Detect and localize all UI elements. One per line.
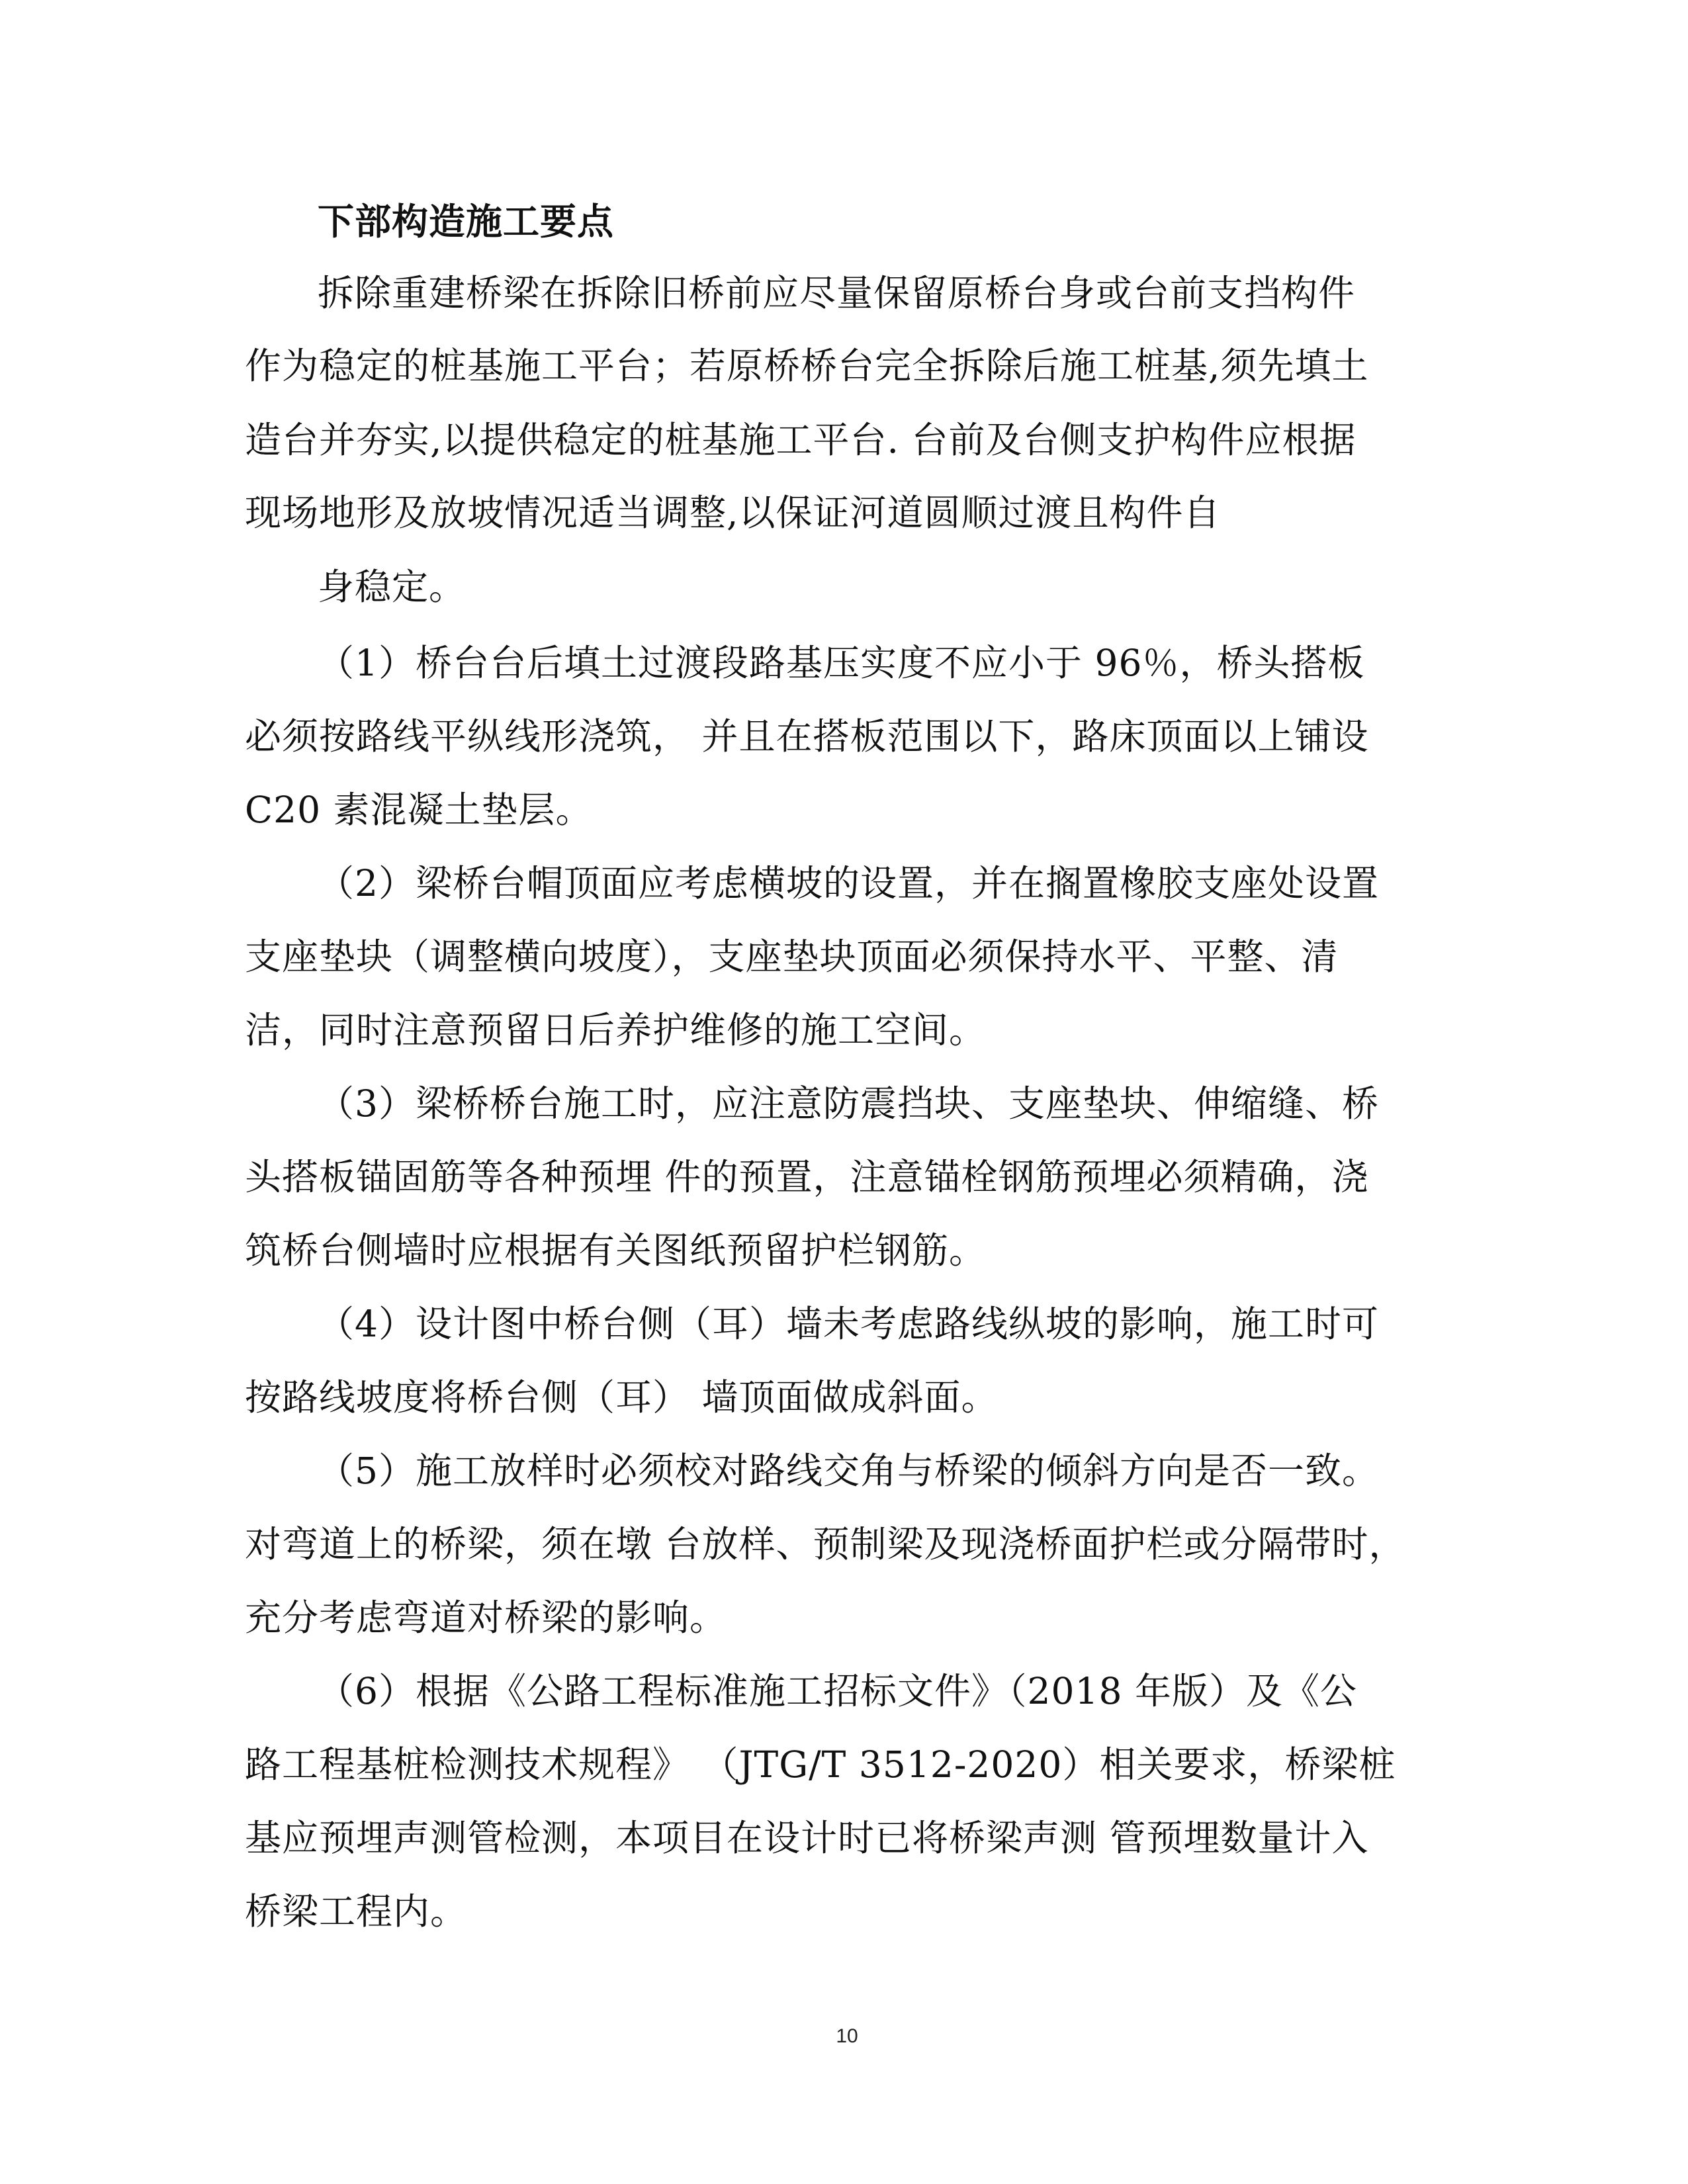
paragraph-line: （6）根据《公路工程标准施工招标文件》（2018 年版）及《公	[318, 1670, 1357, 1712]
paragraph-line: 筑桥台侧墙时应根据有关图纸预留护栏钢筋。	[245, 1229, 987, 1272]
paragraph-line: 造台并夯实,以提供稳定的桩基施工平台. 台前及台侧支护构件应根据	[245, 419, 1356, 461]
paragraph-line: （1）桥台台后填土过渡段路基压实度不应小于 96％，桥头搭板	[318, 642, 1365, 684]
page-number: 10	[836, 2025, 858, 2047]
paragraph-line: 洁，同时注意预留日后养护维修的施工空间。	[245, 1009, 987, 1051]
paragraph-line: （4）设计图中桥台侧（耳）墙未考虑路线纵坡的影响，施工时可	[318, 1303, 1379, 1345]
paragraph-line: （5）施工放样时必须校对路线交角与桥梁的倾斜方向是否一致。	[318, 1450, 1379, 1492]
paragraph-line: 充分考虑弯道对桥梁的影响。	[245, 1596, 727, 1639]
paragraph-line: 基应预埋声测管检测，本项目在设计时已将桥梁声测 管预埋数量计入	[245, 1817, 1369, 1859]
paragraph-line: 路工程基桩检测技术规程》 （JTG/T 3512-2020）相关要求，桥梁桩	[245, 1743, 1396, 1786]
paragraph-line: 对弯道上的桥梁，须在墩 台放样、预制梁及现浇桥面护栏或分隔带时，	[245, 1523, 1406, 1565]
paragraph-line: 支座垫块（调整横向坡度），支座垫块顶面必须保持水平、平整、清	[245, 936, 1339, 978]
paragraph-line: 桥梁工程内。	[245, 1890, 468, 1933]
paragraph-line: 拆除重建桥梁在拆除旧桥前应尽量保留原桥台身或台前支挡构件	[318, 272, 1356, 314]
section-heading: 下部构造施工要点	[318, 200, 615, 243]
paragraph-line: 身稳定。	[318, 566, 466, 608]
paragraph-line: （2）梁桥台帽顶面应考虑横坡的设置，并在搁置橡胶支座处设置	[318, 862, 1379, 904]
paragraph-line: （3）梁桥桥台施工时，应注意防震挡块、支座垫块、伸缩缝、桥	[318, 1082, 1379, 1125]
paragraph-line: 现场地形及放坡情况适当调整,以保证河道圆顺过渡且构件自	[245, 492, 1221, 534]
paragraph-line: 按路线坡度将桥台侧（耳） 墙顶面做成斜面。	[245, 1376, 999, 1419]
paragraph-line: 头搭板锚固筋等各种预埋 件的预置，注意锚栓钢筋预埋必须精确，浇	[245, 1156, 1369, 1198]
paragraph-line: C20 素混凝土垫层。	[245, 789, 593, 831]
paragraph-line: 必须按路线平纵线形浇筑， 并且在搭板范围以下，路床顶面以上铺设	[245, 715, 1369, 758]
paragraph-line: 作为稳定的桩基施工平台；若原桥桥台完全拆除后施工桩基,须先填土	[245, 345, 1369, 387]
